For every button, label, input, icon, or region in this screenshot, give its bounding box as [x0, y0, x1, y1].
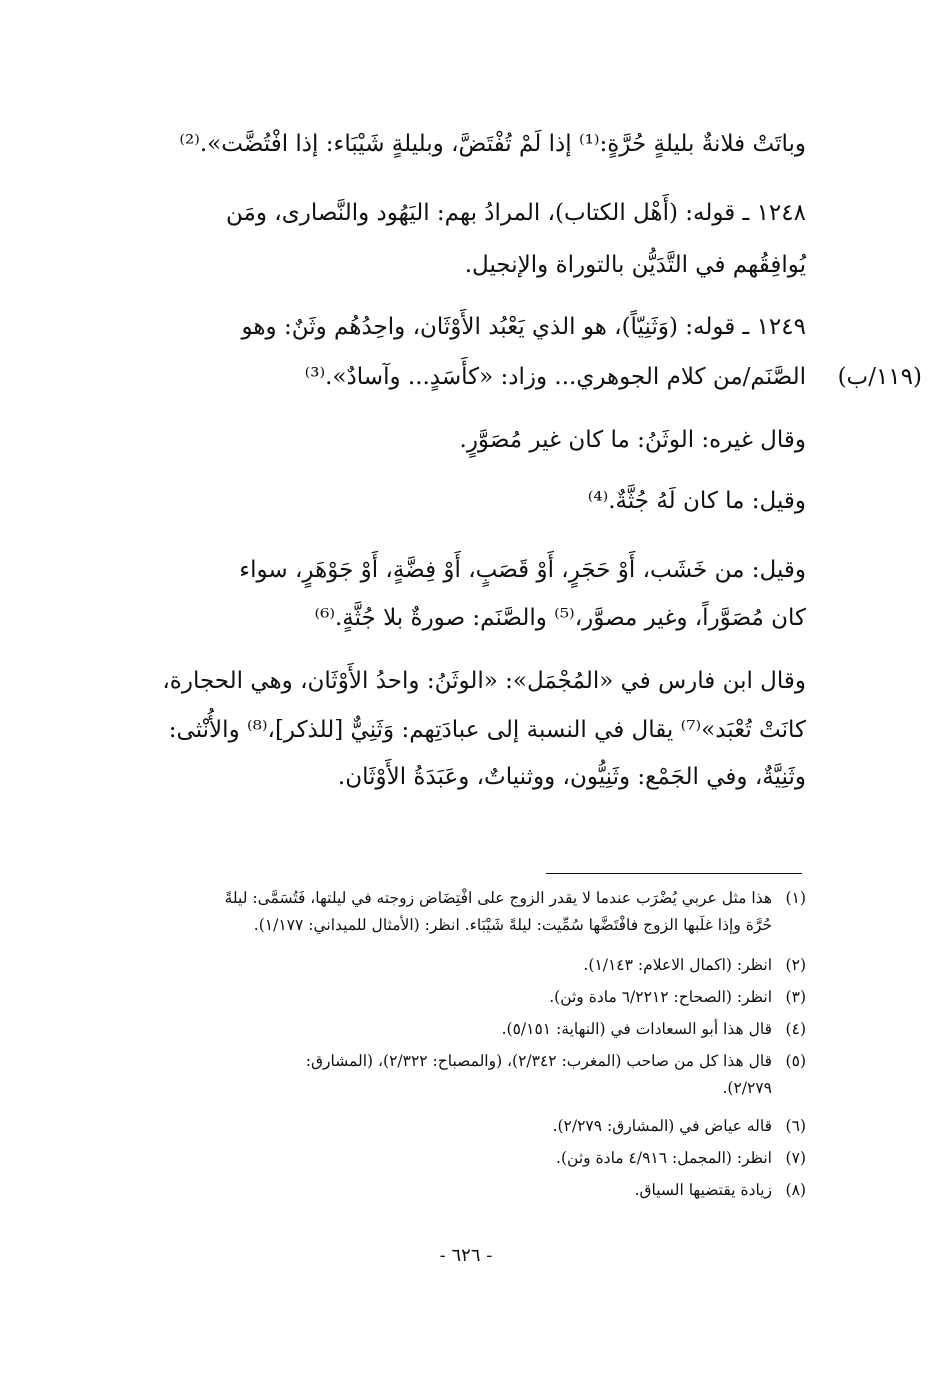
- footnote: [549, 985, 806, 1009]
- footnote-continuation: حُرَّة وإذا غلَبها الزوج فافْتَضَّها سُمِّيت: ليلةً شَيْبَاء. انظر: (الأمثال للميداني: ١/١٧٧).: [253, 916, 772, 934]
- text-line: كان مُصَوَّراً، وغير مصوَّر،⁽⁵⁾ والصَّنَم: صورةٌ بلا جُثَّةٍ.⁽⁶⁾: [314, 605, 806, 631]
- text-line: وقيل: ما كان لَهُ جُثَّةٌ.⁽⁴⁾: [587, 488, 806, 514]
- text-line: وباتَتْ فلانةٌ بليلةٍ حُرَّةٍ:⁽¹⁾ إذا لَمْ تُفْتَضَّ، وبليلةٍ شَيْبَاء: إذا افْتُضَّت».⁽²⁾: [179, 131, 806, 157]
- footnote: [306, 1049, 806, 1073]
- footnote: [635, 1178, 806, 1202]
- footnote-number: (٤): [785, 1020, 806, 1038]
- text-line: وقال ابن فارس في «المُجْمَل»: «الوثَنُ: واحدُ الأَوْثَان، وهي الحجارة،: [162, 668, 806, 694]
- text-line: ١٢٤٩ ـ قوله: (وَثَنِيّاً)، هو الذي يَعْبُد الأَوْثَان، واحِدُهُم وثَنٌ: وهو: [241, 314, 806, 340]
- footnote-number: (٨): [785, 1181, 806, 1199]
- footnote-number: (٣): [785, 988, 806, 1006]
- footnote-text: هذا مثل عربي يُضْرَب عندما لا يقدر الزوج على افْتِضَاض زوجته في ليلتها، فَتُسَمَّى: ليلةً: [224, 889, 772, 907]
- margin-folio-note: (١١٩/ب): [837, 364, 922, 390]
- footnote-text: انظر: (المجمل: ٤/٩١٦ مادة وثن).: [556, 1149, 772, 1167]
- text-line: ١٢٤٨ ـ قوله: (أَهْل الكتاب)، المرادُ بهم: اليَهُود والنَّصارى، ومَن: [226, 200, 806, 226]
- text-line: كانَتْ تُعْبَد»⁽⁷⁾ يقال في النسبة إلى عبادَتِهم: وَثَنِيٌّ [للذكر]،⁽⁸⁾ والأُنْثى:: [168, 717, 806, 743]
- footnote-text: قاله عياض في (المشارق: ٢/٢٧٩).: [552, 1117, 772, 1135]
- footnote: [556, 1146, 806, 1170]
- footnote: [553, 1114, 806, 1138]
- footnote-number: (١): [785, 889, 806, 907]
- footnote-text: زيادة يقتضيها السياق.: [634, 1181, 772, 1199]
- footnote-divider: [546, 873, 802, 874]
- footnote: [583, 953, 806, 977]
- footnote-number: (٦): [785, 1117, 806, 1135]
- footnote-text: قال هذا أبو السعادات في (النهاية: ٥/١٥١).: [501, 1020, 772, 1038]
- footnote-continuation: ٢/٢٧٩).: [722, 1079, 772, 1097]
- footnote-text: انظر: (الصحاح: ٦/٢٢١٢ مادة وثن).: [549, 988, 772, 1006]
- footnote-number: (٧): [785, 1149, 806, 1167]
- footnote-text: قال هذا كل من صاحب (المغرب: ٢/٣٤٢)، (والمصباح: ٢/٣٢٢)، (المشارق:: [305, 1052, 772, 1070]
- page-number: - ٦٢٦ -: [439, 1245, 493, 1266]
- footnote: [225, 886, 806, 910]
- text-line: وقيل: من خَشَب، أَوْ حَجَرٍ، أَوْ قَصَبٍ، أَوْ فِضَّةٍ، أَوْ جَوْهَرٍ، سواء: [239, 557, 806, 583]
- footnote-number: (٥): [785, 1052, 806, 1070]
- footnote-number: (٢): [785, 956, 806, 974]
- footnote-text: انظر: (اكمال الاعلام: ١/١٤٣).: [583, 956, 772, 974]
- text-line: وثَنِيَّةٌ، وفي الجَمْع: وثَنِيُّون، ووثنياتٌ، وعَبَدَةُ الأَوْثَان.: [337, 764, 806, 790]
- text-line: يُوافِقُهم في التَّدَيُّن بالتوراة والإنجيل.: [464, 252, 806, 278]
- text-line: الصَّنَم/من كلام الجوهري... وزاد: «كأَسَدٍ... وآسادٌ».⁽³⁾: [304, 364, 806, 390]
- text-line: وقال غيره: الوثَنُ: ما كان غير مُصَوَّرٍ.: [459, 427, 806, 453]
- footnote: [502, 1017, 806, 1041]
